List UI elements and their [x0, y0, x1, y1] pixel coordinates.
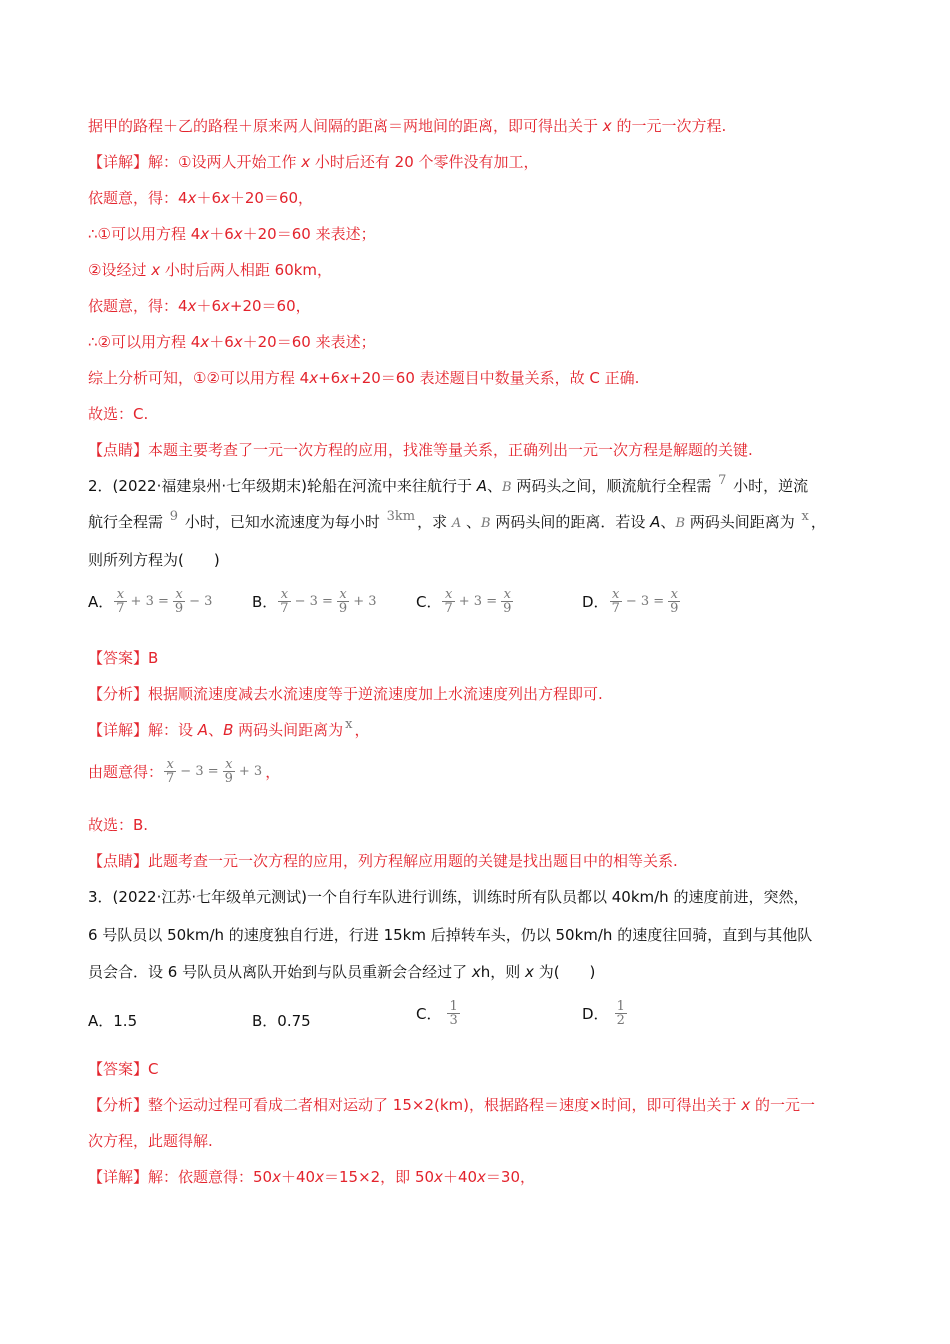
q3-option-b: B．0.75 — [252, 1012, 311, 1030]
q3-detail: 【详解】解：依题意得：50x＋40x＝15×2，即 50x＋40x＝30， — [88, 1168, 536, 1186]
comment-tag: 【点睛】 — [88, 852, 149, 870]
summary-line: 综上分析可知，①②可以用方程 4x+6x+20＝60 表述题目中数量关系，故 C 正确. — [88, 369, 640, 387]
q3-stem-line-1: 3．(2022·江苏·七年级单元测试)一个自行车队进行训练，训练时所有队员都以 40km/h 的速度前进，突然， — [88, 888, 809, 906]
detail-line-1: 【详解】解：①设两人开始工作 x 小时后还有 20 个零件没有加工， — [88, 153, 539, 171]
conclusion-line-1: ∴①可以用方程 4x＋6x＋20＝60 来表述； — [88, 225, 376, 243]
analysis-tag: 【分析】 — [88, 1096, 149, 1114]
q3-option-c: C． $\frac{1}{3}$ — [416, 999, 458, 1028]
q2-answer: 【答案】B — [88, 649, 159, 667]
q2-option-c: C． $\frac{x}{7}$ + 3 = $\frac{x}{9}$ — [416, 587, 512, 616]
q2-option-a: A． $\frac{x}{7}$ + 3 = $\frac{x}{9}$ − 3 — [88, 587, 213, 616]
q3-answer: 【答案】C — [88, 1060, 159, 1078]
q3-option-d: D． $\frac{1}{2}$ — [582, 999, 625, 1028]
q2-analysis: 【分析】根据顺流速度减去水流速度等于逆流速度加上水流速度列出方程即可. — [88, 685, 603, 703]
q3-stem-line-3: 员会合．设 6 号队员从离队开始到与队员重新会合经过了 xh，则 x 为( ) — [88, 963, 596, 981]
q3-analysis-line-1: 【分析】整个运动过程可看成二者相对运动了 15×2(km)，根据路程＝速度×时间，即可得出关于 x 的一元一 — [88, 1096, 815, 1114]
detail-tag: 【详解】 — [88, 153, 149, 171]
q2-stem-line-2: 航行全程需 9 小时，已知水流速度为每小时 3km ，求 A 、B 两码头间的距离．若设 A、B 两码头间距离为 x ， — [88, 509, 826, 531]
equation-line-2: 依题意，得：4x＋6x+20＝60， — [88, 297, 311, 315]
q2-stem-line-1: 2．(2022·福建泉州·七年级期末)轮船在河流中来往航行于 A、B 两码头之间，顺流航行全程需 7 小时，逆流 — [88, 473, 809, 495]
q2-equation: 由题意得： $\frac{x}{7}$ − 3 = $\frac{x}{9}$ + 3 ， — [88, 757, 281, 786]
conclusion-line-2: ∴②可以用方程 4x＋6x＋20＝60 来表述； — [88, 333, 376, 351]
q3-stem-line-2: 6 号队员以 50km/h 的速度独自行进，行进 15km 后掉转车头，仍以 50km/h 的速度往回骑，直到与其他队 — [88, 926, 813, 944]
analysis-tag: 【分析】 — [88, 685, 149, 703]
equation-line-1: 依题意，得：4x＋6x＋20＝60， — [88, 189, 314, 207]
choose-line: 故选：C. — [88, 405, 149, 423]
detail-line-2: ②设经过 x 小时后两人相距 60km， — [88, 261, 333, 279]
solution-intro-line: 据甲的路程＋乙的路程＋原来两人间隔的距离＝两地间的距离，即可得出关于 x 的一元一次方程. — [88, 117, 727, 135]
q2-comment: 【点睛】此题考查一元一次方程的应用，列方程解应用题的关键是找出题目中的相等关系. — [88, 852, 678, 870]
q2-option-d: D． $\frac{x}{7}$ − 3 = $\frac{x}{9}$ — [582, 587, 679, 616]
q2-stem-line-3: 则所列方程为( ) — [88, 551, 220, 569]
q2-detail: 【详解】解：设 A、B 两码头间距离为 x ， — [88, 717, 370, 739]
detail-tag: 【详解】 — [88, 721, 149, 739]
comment-line: 【点睛】本题主要考查了一元一次方程的应用，找准等量关系，正确列出一元一次方程是解题的关键. — [88, 441, 753, 459]
comment-tag: 【点睛】 — [88, 441, 149, 459]
q3-option-a: A．1.5 — [88, 1012, 138, 1030]
detail-tag: 【详解】 — [88, 1168, 149, 1186]
answer-tag: 【答案】 — [88, 649, 149, 667]
q2-option-b: B． $\frac{x}{7}$ − 3 = $\frac{x}{9}$ + 3 — [252, 587, 377, 616]
answer-tag: 【答案】 — [88, 1060, 149, 1078]
q3-analysis-line-2: 次方程，此题得解. — [88, 1132, 213, 1150]
q2-choose: 故选：B. — [88, 816, 149, 834]
